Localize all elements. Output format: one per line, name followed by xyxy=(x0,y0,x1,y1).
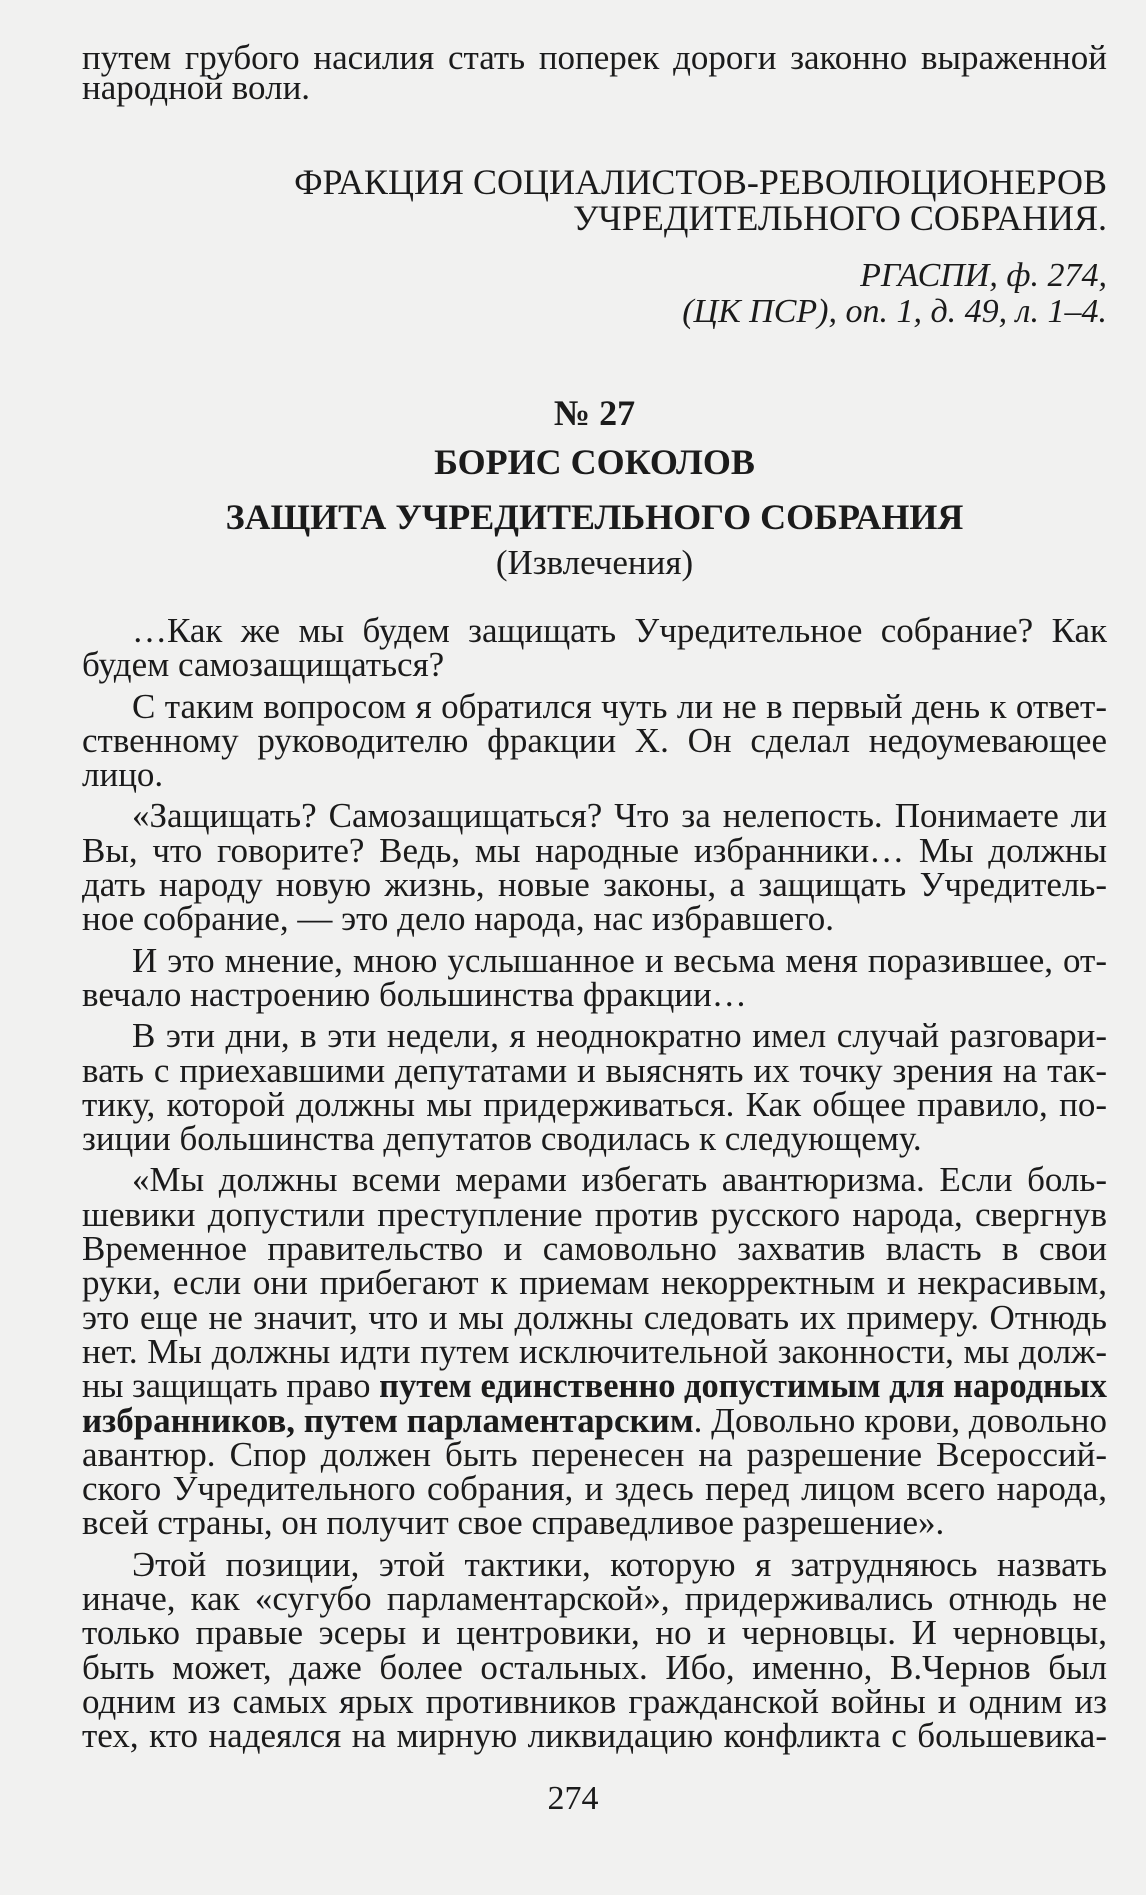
document-subtitle-text: (Извлечения) xyxy=(495,543,694,582)
body-line xyxy=(82,1503,1107,1543)
body-line xyxy=(82,645,1107,685)
page-number: 274 xyxy=(547,1780,599,1817)
body-line-text: ственному руководителю фракции Х. Он сделал недоумевающее xyxy=(82,721,1107,760)
body-line-text: С таким вопросом я обратился чуть ли не в первый день к ответ- xyxy=(132,687,1107,726)
body-line-text: ное собрание, — это дело народа, нас избравшего. xyxy=(82,899,835,938)
body-line-text: шевики допустили преступление против русского народа, свергнув xyxy=(82,1195,1107,1234)
body-line xyxy=(82,796,1107,836)
body-line-text: тех, кто надеялся на мирную ликвидацию конфликта с большевика- xyxy=(82,1716,1107,1755)
body-line-text: «Мы должны всеми мерами избегать авантюризма. Если боль- xyxy=(132,1160,1107,1199)
body-line-text: В эти дни, в эти недели, я неоднократно имел случай разговари- xyxy=(132,1016,1107,1055)
body-line-text: зиции большинства депутатов сводилась к следующему. xyxy=(82,1119,922,1158)
body-line-text: будем самозащищаться? xyxy=(82,645,445,684)
body-line-text: Вы, что говорите? Ведь, мы народные избранники… Мы должны xyxy=(82,831,1107,870)
body-line xyxy=(82,1263,1107,1303)
body-line xyxy=(82,899,1107,939)
body-line-text: народной воли. xyxy=(82,68,311,107)
body-line-text: это еще не значит, что и мы должны следовать их примеру. Отнюдь xyxy=(82,1298,1107,1337)
body-line xyxy=(82,755,1107,795)
source-line xyxy=(82,256,1107,296)
body-line xyxy=(82,975,1107,1015)
body-line xyxy=(82,68,1107,108)
body-line-text: И это мнение, мною услышанное и весьма меня поразившее, от- xyxy=(132,941,1107,980)
body-line-text: Этой позиции, этой тактики, которую я затрудняюсь назвать xyxy=(132,1545,1107,1584)
source-line-text: РГАСПИ, ф. 274, xyxy=(860,257,1107,294)
body-line xyxy=(82,1716,1107,1756)
body-line-text: всей страны, он получит свое справедливое разрешение». xyxy=(82,1503,945,1542)
source-line xyxy=(82,292,1107,332)
body-line-text: путем грубого насилия стать поперек дороги законно выраженной xyxy=(82,38,1107,77)
body-line-text: Временное правительство и самовольно захватив власть в свои xyxy=(82,1229,1107,1268)
body-line-text: лицо. xyxy=(82,755,164,794)
body-line-text: тику, которой должны мы придерживаться. Как общее правило, по- xyxy=(82,1085,1107,1124)
signature-line-text: ФРАКЦИЯ СОЦИАЛИСТОВ-РЕВОЛЮЦИОНЕРОВ xyxy=(294,162,1107,202)
body-line-text: дать народу новую жизнь, новые законы, а защищать Учредитель- xyxy=(82,865,1107,904)
body-line-text: быть может, даже более остальных. Ибо, именно, В.Чернов был xyxy=(82,1648,1107,1687)
body-line-text: только правые эсеры и центровики, но и черновцы. И черновцы, xyxy=(82,1613,1107,1652)
body-line-text: иначе, как «сугубо парламентарской», придерживались отнюдь не xyxy=(82,1579,1107,1618)
bold-text: путем единственно допустимым для народных xyxy=(379,1366,1108,1405)
body-line-text: нет. Мы должны идти путем исключительной законности, мы долж- xyxy=(82,1332,1107,1371)
body-line xyxy=(82,1119,1107,1159)
body-line-text: авантюр. Спор должен быть перенесен на разрешение Всероссий- xyxy=(82,1435,1107,1474)
body-line-text: руки, если они прибегают к приемам некорректным и некрасивым, xyxy=(82,1263,1107,1302)
body-line-text: вечало настроению большинства фракции… xyxy=(82,975,747,1014)
document-subtitle xyxy=(82,543,1107,583)
body-line xyxy=(82,1160,1107,1200)
bold-text: избранников, путем парламентарским xyxy=(82,1401,694,1440)
body-line xyxy=(82,1613,1107,1653)
document-author-text: БОРИС СОКОЛОВ xyxy=(434,442,755,482)
document-title xyxy=(82,497,1107,537)
body-line xyxy=(82,1366,1107,1406)
body-line-text xyxy=(82,1366,1107,1406)
body-line-text: ского Учредительного собрания, и здесь перед лицом всего народа, xyxy=(82,1469,1107,1508)
text-segment: . Довольно крови, довольно xyxy=(693,1401,1107,1440)
body-line-text: …Как же мы будем защищать Учредительное собрание? Как xyxy=(132,611,1107,650)
document-title-text: ЗАЩИТА УЧРЕДИТЕЛЬНОГО СОБРАНИЯ xyxy=(225,497,964,537)
source-line-text: (ЦК ПСР), оп. 1, д. 49, л. 1–4. xyxy=(682,293,1107,330)
body-line-text: одним из самых ярых противников гражданской войны и одним из xyxy=(82,1682,1107,1721)
body-line-text: вать с приехавшими депутатами и выяснять их точку зрения на так- xyxy=(82,1051,1107,1090)
text-segment: ны защищать право xyxy=(82,1366,380,1405)
body-line-text: «Защищать? Самозащищаться? Что за нелепость. Понимаете ли xyxy=(132,796,1107,835)
signature-line xyxy=(82,162,1107,202)
document-number-text: № 27 xyxy=(553,393,636,433)
body-line xyxy=(82,1016,1107,1056)
document-author xyxy=(82,442,1107,482)
signature-line xyxy=(82,198,1107,238)
signature-line-text: УЧРЕДИТЕЛЬНОГО СОБРАНИЯ. xyxy=(572,198,1107,238)
document-number xyxy=(82,393,1107,433)
